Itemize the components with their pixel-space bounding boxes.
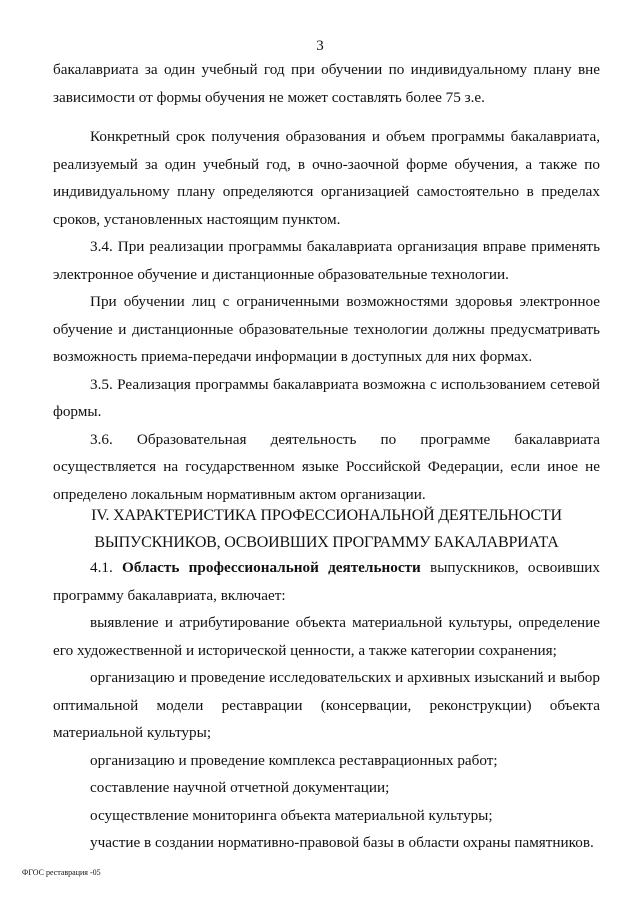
- paragraph-disabilities: При обучении лиц с ограниченными возможностями здоровья электронное обучение и дистанционные образовательные технологии должны предусматривать возможность приема-передачи информации в доступных для них формах.: [53, 293, 600, 365]
- paragraph-3-4: 3.4. При реализации программы бакалавриата организация вправе применять электронное обучение и дистанционные образовательные технологии.: [53, 238, 600, 283]
- page-number: 3: [316, 38, 324, 54]
- paragraph-term-individual-plan: Конкретный срок получения образования и объем программы бакалавриата, реализуемый за один учебный год, в очно-заочной форме обучения, а также по индивидуальному плану определяются организацией самостоятельно в пределах сроков, установленных настоящим пунктом.: [53, 128, 600, 228]
- list-item: организацию и проведение комплекса реставрационных работ;: [90, 751, 498, 769]
- list-item: организацию и проведение исследовательских и архивных изысканий и выбор оптимальной модели реставрации (консервации, реконструкции) объекта материальной культуры;: [53, 669, 600, 741]
- paragraph-4-1-number: 4.1.: [90, 559, 113, 576]
- paragraph-3-6: 3.6. Образовательная деятельность по программе бакалавриата осуществляется на государственном языке Российской Федерации, если иное не определено локальным нормативным актом организации.: [53, 430, 600, 503]
- section-heading-line-2: ВЫПУСКНИКОВ, ОСВОИВШИХ ПРОГРАММУ БАКАЛАВРИАТА: [94, 534, 559, 551]
- paragraph-continuation: бакалавриата за один учебный год при обучении по индивидуальному плану вне зависимости от формы обучения не может составлять более 75 з.е.: [53, 61, 600, 106]
- section-4-text: [53, 554, 600, 857]
- section-heading-line-1: IV. ХАРАКТЕРИСТИКА ПРОФЕССИОНАЛЬНОЙ ДЕЯТЕЛЬНОСТИ: [91, 507, 562, 524]
- paragraph-3-5: 3.5. Реализация программы бакалавриата возможна с использованием сетевой формы.: [53, 375, 600, 420]
- list-item: осуществление мониторинга объекта материальной культуры;: [90, 806, 493, 824]
- section-heading: [53, 502, 600, 556]
- list-item: участие в создании нормативно-правовой базы в области охраны памятников.: [90, 834, 594, 851]
- paragraph-4-1-rest: выпускников, освоивших программу бакалавриата, включает:: [53, 559, 601, 604]
- list-item: выявление и атрибутирование объекта материальной культуры, определение его художественной и исторической ценности, а также категории сохранения;: [53, 614, 600, 659]
- footer-doc-id: ФГОС реставрация -05: [22, 868, 101, 877]
- paragraph-4-1: [53, 554, 600, 609]
- professional-field-term: Область профессиональной деятельности: [122, 559, 421, 576]
- section-3-text: [53, 56, 600, 508]
- list-item: составление научной отчетной документации;: [90, 779, 390, 796]
